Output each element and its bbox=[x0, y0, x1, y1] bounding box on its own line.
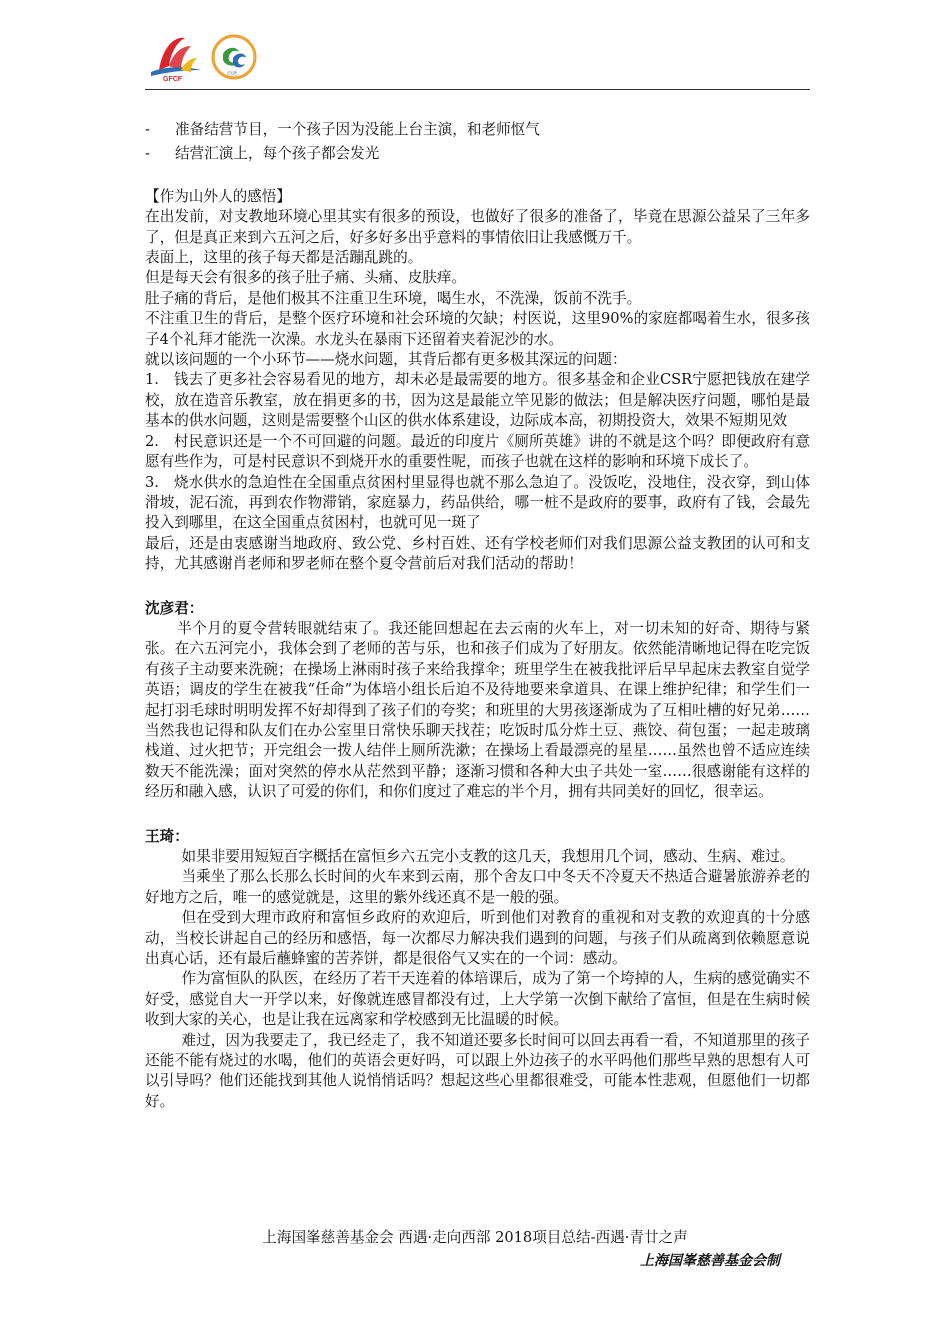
footer-publisher: 上海国峯慈善基金会制 bbox=[640, 1253, 780, 1269]
reflection-point-2: 2. 村民意识还是一个不可回避的问题。最近的印度片《厕所英雄》讲的不就是这个吗？即便政府有意愿有些作为，可是村民意识不到烧开水的重要性呢，而孩子也就在这样的影响和环境下成长了。 bbox=[145, 432, 810, 471]
footer-title: 上海国峯慈善基金会 西遇·走向西部 2018项目总结-西遇·青廿之声 bbox=[262, 1229, 688, 1246]
reflection-paragraph: 不注重卫生的背后，是整个医疗环境和社会环境的欠缺；村医说，这里90%的家庭都喝着生水，很多孩子4个礼拜才能洗一次澡。水龙头在暴雨下还留着夹着泥沙的水。 bbox=[145, 310, 810, 348]
author-shen-paragraph: 半个月的夏令营转眼就结束了。我还能回想起在去云南的火车上，对一切未知的好奇、期待与紧张。在六五河完小，我体会到了老师的苦与乐，也和孩子们成为了好朋友。依然能清晰地记得在吃完饭有孩子主动要来洗碗；在操场上淋雨时孩子来给我撑伞；班里学生在被我批评后早早起床去教室自觉学英语；调皮的学生在被我“任命”为体培小组长后迫不及待地要来拿道具、在课上维护纪律；和学生们一起打羽毛球时明明发挥不好却得到了孩子们的夸奖；和班里的大男孩逐渐成为了互相吐槽的好兄弟……当然我也记得和队友们在办公室里日常快乐聊天找茬；吃饭时瓜分炸土豆、燕饺、荷包蛋；一起走玻璃栈道、过火把节；开完组会一拨人结伴上厕所洗漱；在操场上看最漂亮的星星……虽然也曾不适应连续数天不能洗澡；面对突然的停水从茫然到平静；逐渐习惯和各种大虫子共处一室……很感谢能有这样的经历和融入感，认识了可爱的你们，和你们度过了难忘的半个月，拥有共同美好的回忆，很幸运。 bbox=[145, 619, 810, 801]
bullet-item bbox=[145, 144, 810, 164]
reflection-heading: 【作为山外人的感悟】 bbox=[145, 187, 291, 205]
author-wang-paragraph: 当乘坐了那么长那么长时间的火车来到云南，那个舍友口中冬天不冷夏天不热适合避暑旅游养老的好地方之后，唯一的感觉就是，这里的紫外线还真不是一般的强。 bbox=[145, 868, 810, 906]
xiyu-logo bbox=[211, 34, 257, 80]
author-wang-paragraph: 但在受到大理市政府和富恒乡政府的欢迎后，听到他们对教育的重视和对支教的欢迎真的十分感动，当校长讲起自己的经历和感悟，每一次都尽力解决我们遇到的问题，与孩子们从疏离到依赖愿意说出真心话，还有最后蘸蜂蜜的苦荞饼，都是很俗气又实在的一个词：感动。 bbox=[145, 909, 810, 968]
reflection-paragraph: 表面上，这里的孩子每天都是活蹦乱跳的。 bbox=[145, 249, 423, 267]
gfcf-logo bbox=[145, 32, 207, 82]
bullet-text: 准备结营节目，一个孩子因为没能上台主演，和老师怄气 bbox=[175, 121, 540, 138]
bullet-dash: - bbox=[145, 121, 150, 138]
reflection-closing: 最后，还是由衷感谢当地政府、致公党、乡村百姓、还有学校老师们对我们思源公益支教团的认可和支持，尤其感谢肖老师和罗老师在整个夏令营前后对我们活动的帮助！ bbox=[145, 534, 810, 573]
bullet-item bbox=[145, 120, 810, 140]
reflection-paragraph: 就以该问题的一个小环节——烧水问题，其背后都有更多极其深远的问题： bbox=[145, 351, 627, 369]
author-wang-name: 王琦： bbox=[145, 827, 189, 845]
reflection-point-1: 1. 钱去了更多社会容易看见的地方，却未必是最需要的地方。很多基金和企业CSR宁愿把钱放在建学校，放在造音乐教室，放在捐更多的书，因为这是最能立竿见影的做法；但是解决医疗问题，哪怕是最基本的供水问题，这则是需要整个山区的供水体系建设，边际成本高，初期投资大，效果不短期见效 bbox=[145, 371, 810, 430]
page-header bbox=[145, 30, 810, 90]
gfcf-logo-text: GFCF bbox=[163, 76, 183, 82]
reflection-point-3: 3. 烧水供水的急迫性在全国重点贫困村里显得也就不那么急迫了。没饭吃，没地住，没衣穿，到山体滑坡，泥石流，再到农作物滞销，家庭暴力，药品供给，哪一桩不是政府的要事，政府有了钱，会最先投入到哪里，在这全国重点贫困村，也就可见一斑了 bbox=[145, 473, 810, 532]
author-wang-paragraph: 如果非要用短短百字概括在富恒乡六五完小支教的这几天，我想用几个词，感动、生病、难过。 bbox=[181, 848, 795, 865]
author-wang-paragraph: 作为富恒队的队医，在经历了若干天连着的体培课后，成为了第一个垮掉的人，生病的感觉确实不好受，感觉自大一开学以来，好像就连感冒都没有过，上大学第一次倒下献给了富恒，但是在生病时候收到大家的关心，也是让我在远离家和学校感到无比温暖的时候。 bbox=[145, 970, 810, 1029]
author-wang-paragraph: 难过，因为我要走了，我已经走了，我不知道还要多长时间可以回去再看一看，不知道那里的孩子还能不能有烧过的水喝，他们的英语会更好吗，可以跟上外边孩子的水平吗他们那些早熟的思想有人可以引导吗？他们还能找到其他人说悄悄话吗？想起这些心里都很难受，可能本性悲观，但愿他们一切都好。 bbox=[145, 1031, 810, 1110]
header-divider bbox=[145, 89, 810, 90]
reflection-paragraph: 但是每天会有很多的孩子肚子痛、头痛、皮肤痒。 bbox=[145, 269, 467, 287]
author-shen-name: 沈彦君： bbox=[145, 599, 204, 617]
bullet-dash: - bbox=[145, 145, 150, 163]
xiyu-logo-text: 西遇 bbox=[227, 71, 238, 77]
main-content bbox=[145, 120, 810, 1112]
bullet-text: 结营汇演上，每个孩子都会发光 bbox=[175, 145, 380, 163]
reflection-paragraph: 在出发前，对支教地环境心里其实有很多的预设，也做好了很多的准备了，毕竟在思源公益呆了三年多了，但是真正来到六五河之后，好多好多出乎意料的事情依旧让我感慨万千。 bbox=[145, 208, 810, 246]
reflection-paragraph: 肚子痛的背后，是他们极其不注重卫生环境，喝生水，不洗澡，饭前不洗手。 bbox=[145, 289, 642, 307]
